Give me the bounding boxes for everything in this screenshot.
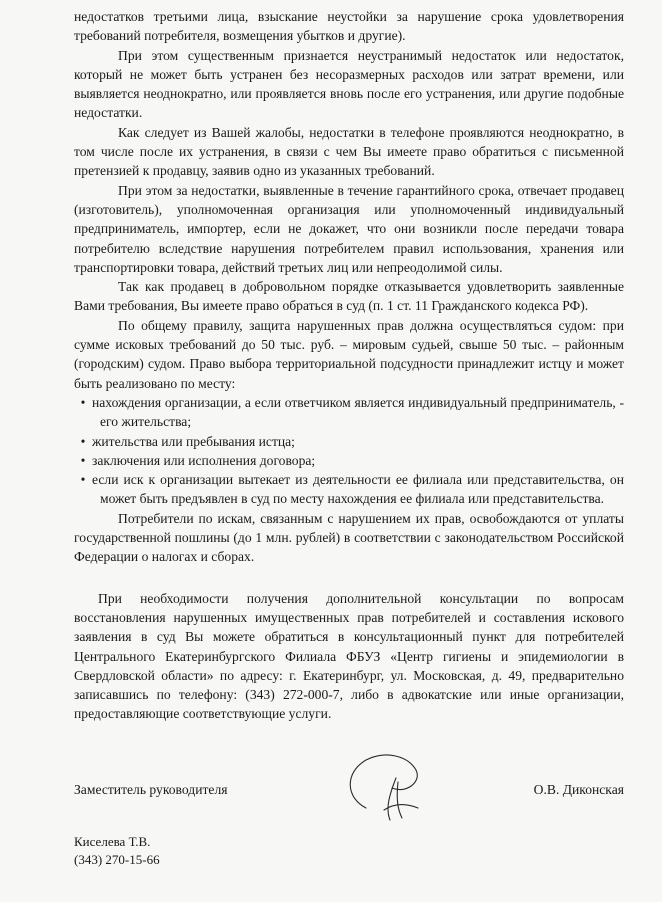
executor-name: Киселева Т.В. <box>74 834 151 849</box>
signer-position: Заместитель руководителя <box>74 782 228 797</box>
bullet-text: если иск к организации вытекает из деятельности ее филиала или представительства, он может быть предъявлен в суд по месту нахождения ее филиала или представительства. <box>92 472 624 507</box>
bullet-dot-icon: • <box>80 433 86 449</box>
bullet-dot-icon: • <box>80 452 86 468</box>
bullet-text: жительства или пребывания истца; <box>92 433 295 449</box>
bullet-item <box>74 432 624 451</box>
bullet-text: нахождения организации, а если ответчиком является индивидуальный предприниматель, - его жительства; <box>92 394 624 430</box>
bullet-dot-icon: • <box>80 472 86 488</box>
bullet-item <box>74 451 624 470</box>
bullet-dot-icon: • <box>80 394 86 410</box>
executor-info <box>74 833 160 869</box>
paragraph-gap <box>74 567 624 589</box>
bullet-item <box>74 470 624 509</box>
paragraph-6: По общему правилу, защита нарушенных прав должна осуществляться судом: при сумме исковых требований до 50 тыс. руб. – мировым судьей, свыше 50 тыс. – районным (городским) судом. Право выбора территориальной подсудности принадлежит истцу и может быть реализовано по месту: <box>74 317 624 391</box>
signature-row <box>74 782 624 798</box>
paragraph-1: недостатков третьими лица, взыскание неустойки за нарушение срока удовлетворения требований потребителя, возмещения убытков и другие). <box>74 9 624 44</box>
paragraph-2: При этом существенным признается неустранимый недостаток или недостаток, который не может быть устранен без несоразмерных расходов или затрат времени, или выявляется неоднократно, или проявляется вновь после его устранения, или другие подобные недостатки. <box>74 47 624 121</box>
paragraph-8: При необходимости получения дополнительной консультации по вопросам восстановления нарушенных имущественных прав потребителей и составления искового заявления в суд Вы можете обратиться в консультационный пункт для потребителей Центрального Екатеринбургского Филиала ФБУЗ «Центр гигиены и эпидемиологии в Свердловской области» по адресу: г. Екатеринбург, ул. Московская, д. 49, предварительно записавшись по телефону: (343) 272-000-7, либо в адвокатские или иные организации, предоставляющие соответствующие услуги. <box>74 590 624 722</box>
bullet-item <box>74 393 624 432</box>
letter-body <box>74 7 624 724</box>
paragraph-5: Так как продавец в добровольном порядке отказывается удовлетворить заявленные Вами требования, Вы имеете право обраться в суд (п. 1 ст. 11 Гражданского кодекса РФ). <box>74 279 624 314</box>
paragraph-4: При этом за недостатки, выявленные в течение гарантийного срока, отвечает продавец (изготовитель), уполномоченная организация или уполномоченный индивидуальный предприниматель, импортер, если не докажет, что они возникли после передачи товара потребителю вследствие нарушения потребителем правил использования, хранения или транспортировки товара, действий третьих лиц или непреодолимой силы. <box>74 182 624 275</box>
executor-phone: (343) 270-15-66 <box>74 852 160 867</box>
paragraph-7: Потребители по искам, связанным с нарушением их прав, освобождаются от уплаты государственной пошлины (до 1 млн. рублей) в соответствии с законодательством Российской Федерации о налогах и сборах. <box>74 510 624 565</box>
bullet-text: заключения или исполнения договора; <box>92 452 316 468</box>
paragraph-3: Как следует из Вашей жалобы, недостатки в телефоне проявляются неоднократно, в том числе после их устранения, в связи с чем Вы имеете право обратиться с письменной претензией к продавцу, заявив одно из указанных требований. <box>74 124 624 179</box>
signer-name: О.В. Диконская <box>533 782 624 797</box>
